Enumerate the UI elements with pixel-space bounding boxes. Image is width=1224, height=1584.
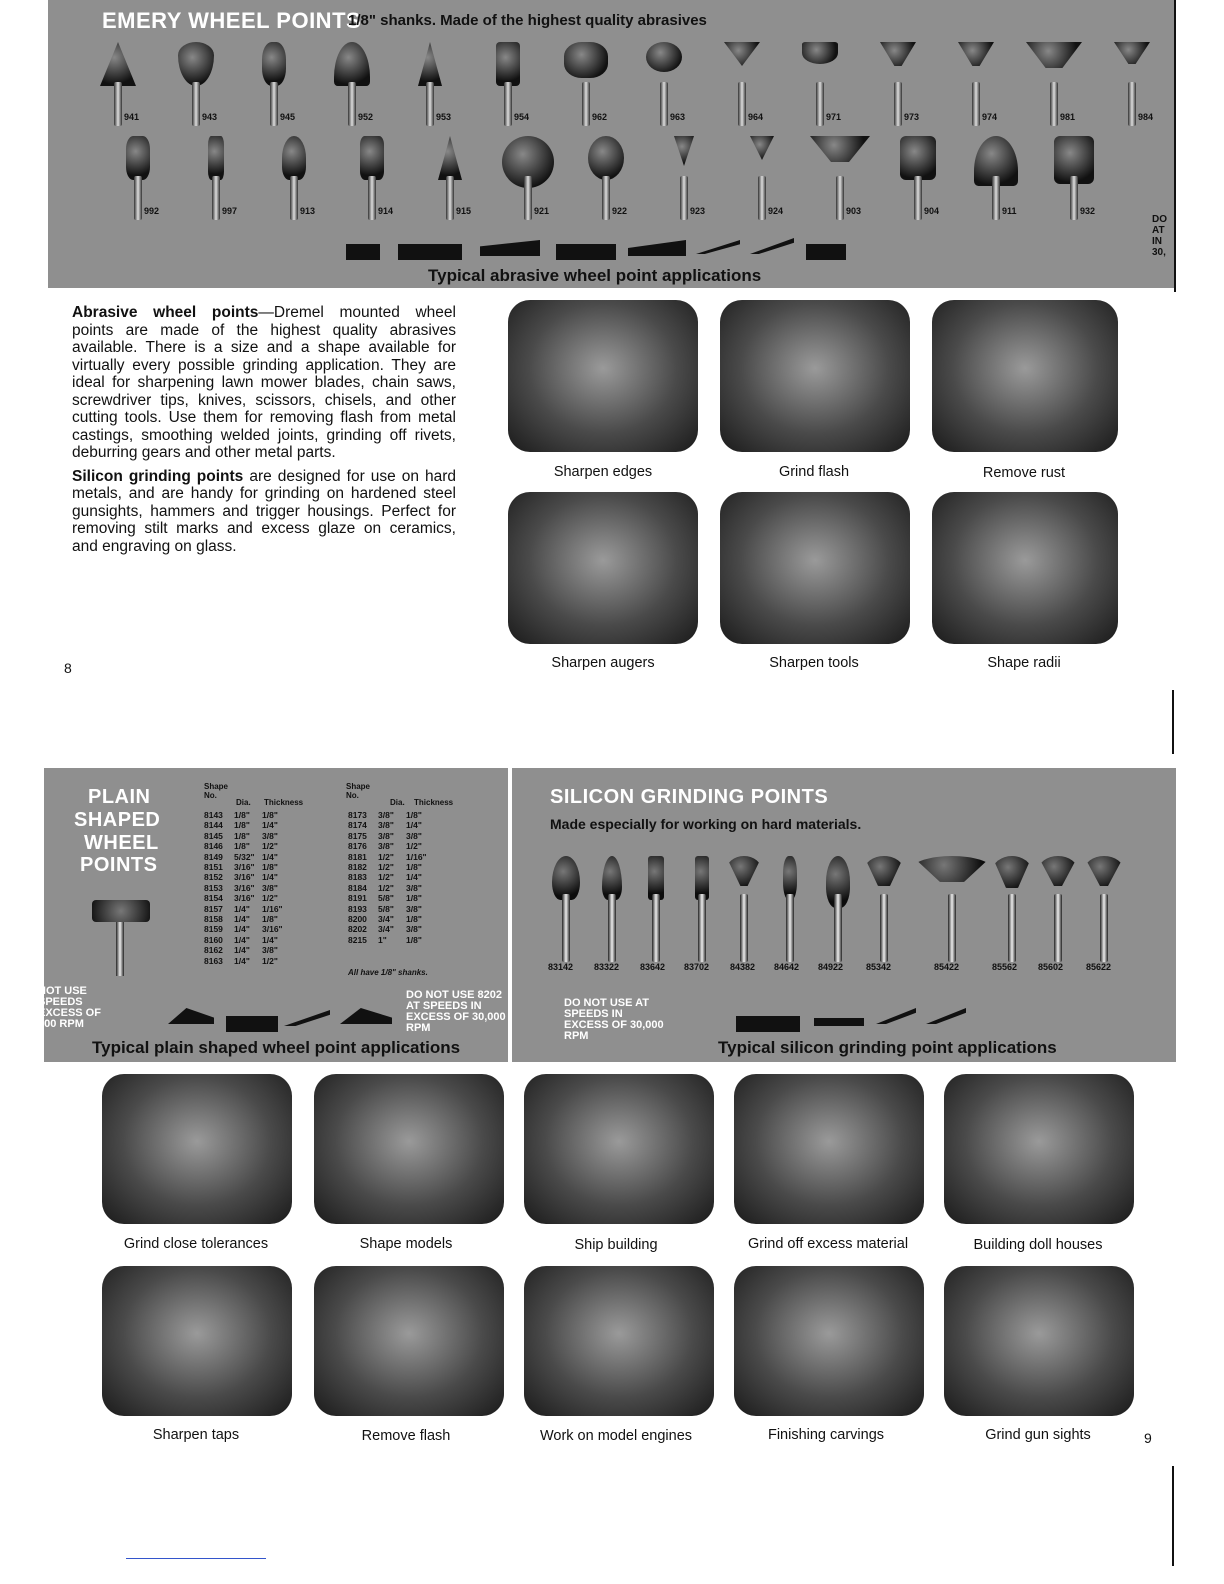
silicon-part-83142 — [546, 856, 586, 966]
caption-grind-flash: Grind flash — [778, 464, 850, 480]
caption-grind-gun-sights: Grind gun sights — [985, 1427, 1091, 1443]
silicon-part-85562 — [992, 856, 1032, 966]
table-row — [348, 852, 436, 862]
silicon-application-icon — [736, 1016, 800, 1032]
plain-application-icon — [168, 1008, 214, 1024]
photo-sharpen-tools — [720, 492, 910, 644]
plain-right-warning: DO NOT USE 8202 AT SPEEDS IN EXCESS OF 30,000 RPM — [406, 989, 506, 1034]
table-row — [204, 810, 292, 820]
emery-part-992: 992 — [116, 130, 160, 226]
table-cell: 1/4" — [406, 872, 422, 883]
table-row — [204, 883, 292, 893]
p2-heading: Silicon grinding points — [72, 467, 244, 485]
table-cell: 1/4" — [262, 851, 278, 862]
plain-title-3: WHEEL — [84, 832, 159, 854]
table-cell: 8145 — [204, 830, 223, 841]
table-cell: 1/2" — [378, 872, 394, 883]
table-row — [204, 914, 292, 924]
table-cell: 1/16" — [406, 851, 427, 862]
table-cell: 3/8" — [262, 830, 278, 841]
p2-text: are designed for use on hard metals, and are handy for grinding on hardened steel gunsights, hammers and trigger housings. Perfect for removing stilt marks and excess glaze on ceramics, and engraving on glass. — [72, 467, 457, 555]
silicon-part-84922 — [818, 856, 858, 966]
caption-ship-building: Ship building — [574, 1237, 658, 1253]
emery-application-icon — [480, 240, 540, 256]
table1-head-shape: Shape No. — [204, 782, 229, 800]
photo-building-doll-houses — [944, 1074, 1134, 1224]
silicon-code: 83142 — [548, 962, 574, 972]
table-cell: 3/8" — [262, 882, 278, 893]
emery-application-icon — [750, 238, 794, 254]
silicon-application-icon — [926, 1008, 966, 1024]
photo-sharpen-edges — [508, 300, 698, 452]
table2-head-shape: Shape No. — [346, 782, 371, 800]
emery-side-note: DO AT IN 30, — [1152, 214, 1167, 258]
emery-part-971: 971 — [798, 36, 842, 132]
plain-applications-caption: Typical plain shaped wheel point applications — [92, 1038, 461, 1057]
emery-part-911: 911 — [974, 130, 1018, 226]
table-row — [204, 956, 292, 966]
table-cell: 1/8" — [406, 934, 422, 945]
photo-sharpen-taps — [102, 1266, 292, 1416]
table-cell: 1/8" — [406, 862, 422, 873]
table-cell: 3/8" — [262, 945, 278, 956]
emery-part-915: 915 — [428, 130, 472, 226]
emery-subtitle: 1/8" shanks. Made of the highest quality abrasives — [348, 12, 707, 29]
table-row — [348, 893, 436, 903]
emery-part-997: 997 — [194, 130, 238, 226]
table-cell: 3/16" — [234, 882, 255, 893]
table-cell: 5/8" — [378, 893, 394, 904]
silicon-code: 85342 — [866, 962, 892, 972]
p1-heading: Abrasive wheel points — [72, 304, 259, 321]
table-cell: 5/32" — [234, 851, 255, 862]
plain-title-2: SHAPED — [74, 809, 161, 831]
table-cell: 1/4" — [262, 872, 278, 883]
emery-part-963: 963 — [642, 36, 686, 132]
silicon-panel — [512, 768, 1176, 1062]
table-cell: 1/8" — [406, 810, 422, 820]
emery-application-icon — [696, 240, 740, 254]
caption-building-doll-houses: Building doll houses — [973, 1237, 1103, 1253]
silicon-part-85342 — [864, 856, 904, 966]
table-row — [204, 831, 292, 841]
table-cell: 1/2" — [262, 841, 278, 852]
emery-application-icon — [628, 240, 686, 256]
table-cell: 8184 — [348, 882, 367, 893]
caption-sharpen-augers: Sharpen augers — [551, 655, 655, 671]
table-row — [348, 841, 436, 851]
table-cell: 8174 — [348, 820, 367, 831]
table-cell: 8160 — [204, 934, 223, 945]
caption-grind-close-tolerances: Grind close tolerances — [123, 1236, 269, 1252]
plain-table-2 — [348, 810, 436, 945]
table-cell: 8183 — [348, 872, 367, 883]
wheel-diagram — [84, 894, 164, 984]
table-cell: 8202 — [348, 924, 367, 935]
page-number-right: 9 — [1144, 1430, 1152, 1446]
table-row — [204, 852, 292, 862]
table-cell: 8146 — [204, 841, 223, 852]
table-cell: 1/4" — [262, 820, 278, 831]
table-cell: 8200 — [348, 914, 367, 925]
table-cell: 3/8" — [406, 882, 422, 893]
emery-part-981: 981 — [1032, 36, 1076, 132]
emery-application-icon — [398, 244, 462, 260]
photo-grind-off-excess-material — [734, 1074, 924, 1224]
photo-ship-building — [524, 1074, 714, 1224]
table-cell: 1/8" — [406, 893, 422, 904]
table-row — [348, 810, 436, 820]
silicon-part-85422 — [932, 856, 972, 966]
table-cell: 8153 — [204, 882, 223, 893]
emery-part-914: 914 — [350, 130, 394, 226]
emery-part-953: 953 — [408, 36, 452, 132]
silicon-code: 85622 — [1086, 962, 1112, 972]
table-cell: 1/2" — [378, 882, 394, 893]
caption-sharpen-edges: Sharpen edges — [553, 464, 653, 480]
emery-part-964: 964 — [720, 36, 764, 132]
table-cell: 3/4" — [378, 914, 394, 925]
silicon-code: 84922 — [818, 962, 844, 972]
table-cell: 3/16" — [234, 893, 255, 904]
table-cell: 8191 — [348, 893, 367, 904]
table-cell: 3/16" — [234, 872, 255, 883]
photo-remove-rust — [932, 300, 1118, 452]
plain-panel — [38, 768, 508, 1062]
table-cell: 1/2" — [378, 862, 394, 873]
silicon-title: SILICON GRINDING POINTS — [550, 786, 829, 808]
table2-head-thick: Thickness — [414, 798, 454, 807]
table-cell: 8176 — [348, 841, 367, 852]
emery-applications-caption: Typical abrasive wheel point applications — [428, 266, 762, 285]
table-cell: 3/8" — [406, 830, 422, 841]
p1-text: —Dremel mounted wheel points are made of the highest quality abrasives available. There is a size and a shape available for virtually every possible grinding application. They are ideal for sharpening lawn mower blades, chain saws, screwdriver tips, knives, scissors, chisels, and other cutting tools. Use them for removing flash from metal castings, smoothing welded joints, grinding off rivets, deburring gears and other metal parts. — [72, 304, 456, 461]
table-cell: 1/2" — [378, 851, 394, 862]
caption-remove-flash: Remove flash — [361, 1428, 451, 1444]
table-cell: 3/16" — [262, 924, 283, 935]
table-cell: 8149 — [204, 851, 223, 862]
table-cell: 8175 — [348, 830, 367, 841]
table-cell: 8163 — [204, 955, 223, 966]
emery-application-icon — [806, 244, 846, 260]
emery-application-icon — [346, 244, 380, 260]
plain-title-1: PLAIN — [88, 786, 151, 808]
table-row — [348, 904, 436, 914]
silicon-part-83642 — [636, 856, 676, 966]
photo-shape-models — [314, 1074, 504, 1224]
silicon-part-85602 — [1038, 856, 1078, 966]
table-cell: 1/8" — [234, 830, 250, 841]
table-cell: 1/2" — [262, 893, 278, 904]
silicon-code: 83702 — [684, 962, 710, 972]
table-row — [204, 945, 292, 955]
table-cell: 1/4" — [262, 934, 278, 945]
photo-grind-gun-sights — [944, 1266, 1134, 1416]
table-cell: 8162 — [204, 945, 223, 956]
emery-part-903: 903 — [818, 130, 862, 226]
page-number-left: 8 — [64, 660, 72, 676]
plain-application-icon — [284, 1010, 330, 1026]
emery-part-913: 913 — [272, 130, 316, 226]
silicon-part-85622 — [1084, 856, 1124, 966]
table-cell: 8152 — [204, 872, 223, 883]
table-row — [348, 862, 436, 872]
emery-part-945: 945 — [252, 36, 296, 132]
table-cell: 1/4" — [234, 945, 250, 956]
table-cell: 3/8" — [406, 924, 422, 935]
emery-part-923: 923 — [662, 130, 706, 226]
table-cell: 8158 — [204, 914, 223, 925]
table-cell: 1/8" — [406, 914, 422, 925]
table-cell: 3/8" — [378, 820, 394, 831]
page-edge-line — [1172, 1466, 1174, 1566]
photo-remove-flash — [314, 1266, 504, 1416]
plain-table-1 — [204, 810, 292, 966]
table-cell: 8182 — [348, 862, 367, 873]
emery-part-922: 922 — [584, 130, 628, 226]
table-cell: 3/8" — [378, 841, 394, 852]
table-cell: 5/8" — [378, 903, 394, 914]
page-edge-line — [1172, 690, 1174, 754]
table-row — [204, 841, 292, 851]
emery-part-904: 904 — [896, 130, 940, 226]
silicon-application-icon — [876, 1008, 916, 1024]
caption-sharpen-tools: Sharpen tools — [769, 655, 859, 671]
photo-finishing-carvings — [734, 1266, 924, 1416]
table-cell: 8157 — [204, 903, 223, 914]
page-edge-line — [1174, 0, 1176, 292]
table-cell: 3/16" — [234, 862, 255, 873]
emery-part-921: 921 — [506, 130, 550, 226]
table-cell: 1/8" — [262, 810, 278, 820]
table-row — [348, 820, 436, 830]
emery-part-984: 984 — [1110, 36, 1154, 132]
silicon-applications-caption: Typical silicon grinding point applications — [718, 1038, 1057, 1057]
table-cell: 1/4" — [234, 903, 250, 914]
table1-head-thick: Thickness — [264, 798, 304, 807]
table-cell: 3/4" — [378, 924, 394, 935]
footer-underline — [126, 1558, 266, 1559]
caption-remove-rust: Remove rust — [982, 465, 1066, 481]
silicon-code: 85422 — [934, 962, 960, 972]
plain-application-icon — [340, 1008, 392, 1024]
table-cell: 1/8" — [262, 914, 278, 925]
caption-grind-off-excess-material: Grind off excess material — [747, 1236, 909, 1252]
plain-title-4: POINTS — [80, 854, 158, 876]
table-cell: 1/2" — [262, 955, 278, 966]
table-cell: 8181 — [348, 851, 367, 862]
photo-grind-close-tolerances — [102, 1074, 292, 1224]
table-row — [204, 935, 292, 945]
table-row — [204, 872, 292, 882]
emery-part-954: 954 — [486, 36, 530, 132]
table-cell: 1/4" — [406, 820, 422, 831]
silicon-code: 85562 — [992, 962, 1018, 972]
photo-grind-flash — [720, 300, 910, 452]
silicon-application-icon — [814, 1018, 864, 1026]
table-row — [348, 924, 436, 934]
table-cell: 3/8" — [378, 830, 394, 841]
table-row — [348, 831, 436, 841]
caption-finishing-carvings: Finishing carvings — [767, 1427, 885, 1443]
silicon-code: 85602 — [1038, 962, 1064, 972]
photo-work-on-model-engines — [524, 1266, 714, 1416]
silicon-code: 83642 — [640, 962, 666, 972]
emery-part-932: 932 — [1052, 130, 1096, 226]
emery-part-962: 962 — [564, 36, 608, 132]
table-cell: 1/4" — [234, 955, 250, 966]
emery-part-974: 974 — [954, 36, 998, 132]
plain-left-warning: NOT USE SPEEDS EXCESS OF 000 RPM — [38, 985, 101, 1030]
emery-panel — [48, 0, 1174, 288]
table-cell: 8215 — [348, 934, 367, 945]
photo-sharpen-augers — [508, 492, 698, 644]
table-cell: 3/8" — [378, 810, 394, 820]
silicon-subtitle: Made especially for working on hard materials. — [550, 816, 862, 832]
emery-part-943: 943 — [174, 36, 218, 132]
caption-sharpen-taps: Sharpen taps — [152, 1427, 240, 1443]
table-row — [204, 820, 292, 830]
table-row — [348, 872, 436, 882]
table-row — [204, 924, 292, 934]
table2-head-dia: Dia. — [390, 798, 405, 807]
table-cell: 8151 — [204, 862, 223, 873]
table1-head-dia: Dia. — [236, 798, 251, 807]
table-cell: 3/8" — [406, 903, 422, 914]
silicon-code: 83322 — [594, 962, 620, 972]
emery-part-941: 941 — [96, 36, 140, 132]
table-cell: 1/4" — [234, 924, 250, 935]
photo-shape-radii — [932, 492, 1118, 644]
table-row — [204, 904, 292, 914]
table-cell: 1/8" — [262, 862, 278, 873]
caption-work-on-model-engines: Work on model engines — [539, 1428, 693, 1444]
table-cell: 1/2" — [406, 841, 422, 852]
emery-title: EMERY WHEEL POINTS — [102, 8, 362, 33]
table-cell: 1/8" — [234, 810, 250, 820]
all-have-shanks: All have 1/8" shanks. — [348, 968, 428, 977]
caption-shape-radii: Shape radii — [987, 655, 1061, 671]
silicon-code: 84642 — [774, 962, 800, 972]
silicon-part-83702 — [682, 856, 722, 966]
table-cell: 8144 — [204, 820, 223, 831]
emery-application-icon — [556, 244, 616, 260]
table-cell: 8193 — [348, 903, 367, 914]
table-cell: 8143 — [204, 810, 223, 820]
table-cell: 1/4" — [234, 934, 250, 945]
plain-application-icon — [226, 1016, 278, 1032]
silicon-part-84642 — [770, 856, 810, 966]
table-cell: 1/8" — [234, 841, 250, 852]
table-cell: 1" — [378, 934, 387, 945]
table-cell: 8159 — [204, 924, 223, 935]
emery-part-924: 924 — [740, 130, 784, 226]
table-row — [348, 914, 436, 924]
table-row — [204, 862, 292, 872]
emery-part-952: 952 — [330, 36, 374, 132]
body-text — [72, 304, 456, 561]
silicon-code: 84382 — [730, 962, 756, 972]
table-row — [348, 883, 436, 893]
emery-part-973: 973 — [876, 36, 920, 132]
caption-shape-models: Shape models — [359, 1236, 453, 1252]
table-cell: 8173 — [348, 810, 367, 820]
table-cell: 1/4" — [234, 914, 250, 925]
silicon-part-84382 — [724, 856, 764, 966]
table-cell: 1/8" — [234, 820, 250, 831]
table-cell: 8154 — [204, 893, 223, 904]
silicon-warning: DO NOT USE AT SPEEDS IN EXCESS OF 30,000 RPM — [564, 997, 664, 1042]
table-row — [204, 893, 292, 903]
table-cell: 1/16" — [262, 903, 283, 914]
table-row — [348, 935, 436, 945]
silicon-part-83322 — [592, 856, 632, 966]
